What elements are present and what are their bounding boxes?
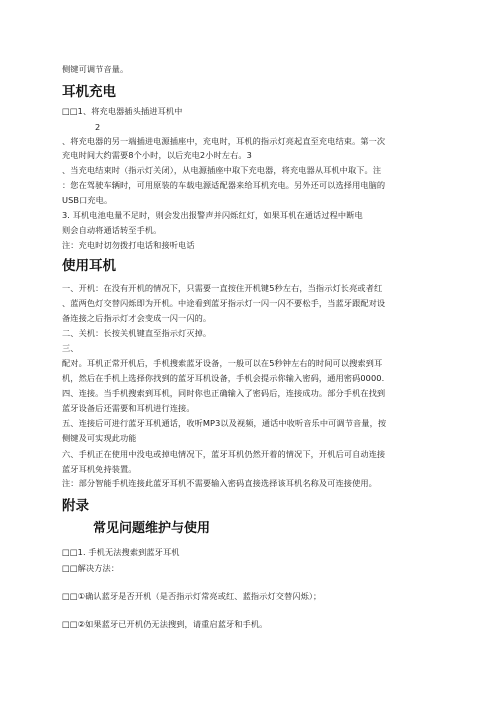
usage-line: 备连接之后指示灯才会变成一闪一闪的。: [62, 313, 212, 323]
usage-line: 蓝牙耳机免持装置。: [62, 464, 137, 474]
charging-step-1: □□1、将充电器插头插进耳机中: [62, 106, 183, 116]
charging-line: 3. 耳机电池电量不足时，则会发出报警声并闪烁红灯，如果耳机在通话过程中断电: [62, 210, 363, 220]
usage-line: 四、连接。当手机搜索到耳机，同时你也正确输入了密码后，连接成功。部分手机在找到: [62, 388, 386, 398]
charging-step-2-number: 2: [95, 122, 101, 132]
faq-line: □□②如果蓝牙已开机仍无法搜到，请重启蓝牙和手机。: [62, 619, 268, 629]
heading-charging: 耳机充电: [62, 84, 116, 100]
usage-line: 蓝牙设备后还需要和耳机进行连接。: [62, 403, 195, 413]
usage-line: 侧键及可实现此功能: [62, 433, 137, 443]
charging-line: 则会自动将通话转至手机。: [62, 225, 162, 235]
faq-line: □□1. 手机无法搜索到蓝牙耳机: [62, 547, 180, 557]
usage-line: 、蓝两色灯交替闪烁即为开机。中途看到蓝牙指示灯一闪一闪不要松手，当蓝牙跟配对设: [62, 298, 386, 308]
usage-line: 配对。耳机正常开机后，手机搜索蓝牙设备，一般可以在5秒钟左右的时间可以搜索到耳: [62, 358, 383, 368]
charging-line: USB口充电。: [62, 195, 113, 205]
heading-appendix: 附录: [62, 498, 89, 514]
usage-line: 三、: [62, 343, 79, 353]
usage-note: 注：部分智能手机连接此蓝牙耳机不需要输入密码直接选择该耳机名称及可连接使用。: [62, 478, 377, 488]
top-note: 侧键可调节音量。: [62, 64, 129, 74]
usage-line: 六、手机正在使用中没电或掉电情况下，蓝牙耳机仍然开着的情况下，开机后可自动连接: [62, 449, 386, 459]
heading-faq: 常见问题维护与使用: [93, 521, 211, 536]
charging-line: 、将充电器的另一端插进电源插座中，充电时，耳机的指示灯亮起直至充电结束。第一次: [62, 136, 386, 146]
charging-line: 、当充电结束时（指示灯关闭），从电源插座中取下充电器，将充电器从耳机中取下。注: [62, 165, 382, 175]
usage-line: 一、开机：在没有开机的情况下，只需要一直按住开机键5秒左右，当指示灯长亮或者红: [62, 283, 383, 293]
charging-line: 充电时间大约需要8个小时，以后充电2小时左右。3: [62, 150, 252, 160]
faq-line: □□解决方法：: [62, 563, 120, 573]
charging-note: 注：充电时切勿拨打电话和接听电话: [62, 240, 195, 250]
usage-line: 机，然后在手机上选择你找到的蓝牙耳机设备，手机会提示你输入密码，通用密码0000.: [62, 373, 385, 383]
heading-usage: 使用耳机: [62, 258, 116, 274]
usage-line: 五、连接后可进行蓝牙耳机通话，收听MP3以及视频，通话中收听音乐中可调节音量，按: [62, 418, 387, 428]
charging-line: ：您在驾驶车辆时，可用原装的车载电源适配器来给耳机充电。另外还可以选择用电脑的: [62, 180, 386, 190]
faq-line: □□①确认蓝牙是否开机（是否指示灯常亮或红、蓝指示灯交替闪烁）；: [62, 591, 322, 601]
usage-line: 二、关机：长按关机键直至指示灯灭掉。: [62, 328, 212, 338]
